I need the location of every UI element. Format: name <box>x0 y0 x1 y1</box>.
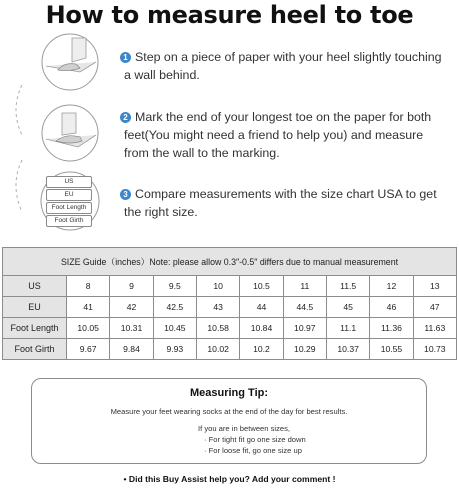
table-cell: 11 <box>283 276 326 297</box>
table-cell: 13 <box>413 276 456 297</box>
tip-sub-line: · For tight fit go one size down <box>204 435 306 444</box>
table-cell: 10.58 <box>196 318 239 339</box>
table-cell: 11.63 <box>413 318 456 339</box>
table-cell: 45 <box>326 297 369 318</box>
table-cell: 11.1 <box>326 318 369 339</box>
step-2-line-1: Mark the end of your longest toe on the paper for both <box>135 110 432 124</box>
feedback-prompt: • Did this Buy Assist help you? Add your comment ! <box>123 474 336 484</box>
table-cell: 10.84 <box>240 318 283 339</box>
table-cell: 10.31 <box>110 318 153 339</box>
table-cell: 9 <box>110 276 153 297</box>
step-number-badge: 3 <box>120 189 131 200</box>
table-row-us <box>3 276 457 297</box>
table-cell: 10.29 <box>283 339 326 360</box>
size-guide-header-row <box>3 248 457 276</box>
table-cell: 10.02 <box>196 339 239 360</box>
table-cell: 41 <box>67 297 110 318</box>
table-cell: 11.5 <box>326 276 369 297</box>
tip-main-text: Measure your feet wearing socks at the end of the day for best results. <box>110 407 348 416</box>
table-row-eu <box>3 297 457 318</box>
row-label: US <box>3 276 67 297</box>
legend-foot-length: Foot Length <box>46 202 92 214</box>
row-label: Foot Girth <box>3 339 67 360</box>
measuring-tip-box <box>31 378 427 464</box>
table-cell: 46 <box>370 297 413 318</box>
table-cell: 10.45 <box>153 318 196 339</box>
table-cell: 10.55 <box>370 339 413 360</box>
table-cell: 10.37 <box>326 339 369 360</box>
tip-sub-line: · For loose fit, go one size up <box>204 446 302 455</box>
size-guide-header: SIZE Guide（inches）Note: please allow 0.3″-0.5″ differs due to manual measurement <box>3 248 457 276</box>
table-cell: 10.5 <box>240 276 283 297</box>
table-cell: 9.84 <box>110 339 153 360</box>
step-2 <box>120 108 456 162</box>
table-cell: 11.36 <box>370 318 413 339</box>
table-row-foot-length <box>3 318 457 339</box>
table-cell: 8 <box>67 276 110 297</box>
step-3 <box>120 185 456 221</box>
step-2-line-2: feet(You might need a friend to help you) and measure <box>124 128 424 142</box>
legend-foot-girth: Foot Girth <box>46 215 92 227</box>
foot-against-wall-icon <box>40 32 100 92</box>
row-label: Foot Length <box>3 318 67 339</box>
table-cell: 9.67 <box>67 339 110 360</box>
step-1-line-1: Step on a piece of paper with your heel slightly touching <box>135 50 442 64</box>
tip-sub-line: If you are in between sizes, <box>198 424 291 433</box>
step-number-badge: 1 <box>120 52 131 63</box>
step-number-badge: 2 <box>120 112 131 123</box>
table-cell: 43 <box>196 297 239 318</box>
table-cell: 9.93 <box>153 339 196 360</box>
table-cell: 47 <box>413 297 456 318</box>
size-guide-table <box>2 247 457 360</box>
legend-us: US <box>46 176 92 188</box>
table-cell: 10.97 <box>283 318 326 339</box>
table-cell: 12 <box>370 276 413 297</box>
table-cell: 10.73 <box>413 339 456 360</box>
page-title: How to measure heel to toe <box>45 1 414 29</box>
table-cell: 10.05 <box>67 318 110 339</box>
table-cell: 42 <box>110 297 153 318</box>
table-cell: 44.5 <box>283 297 326 318</box>
table-cell: 10.2 <box>240 339 283 360</box>
table-row-foot-girth <box>3 339 457 360</box>
table-cell: 44 <box>240 297 283 318</box>
step-1 <box>120 48 456 84</box>
row-label: EU <box>3 297 67 318</box>
marking-toe-icon <box>40 103 100 163</box>
step-3-line-1: Compare measurements with the size chart USA to get <box>135 187 437 201</box>
step-3-line-2: the right size. <box>124 205 198 219</box>
tip-title: Measuring Tip: <box>189 387 269 399</box>
table-cell: 10 <box>196 276 239 297</box>
step-2-line-3: from the wall to the marking. <box>124 146 280 160</box>
step-1-line-2: a wall behind. <box>124 68 200 82</box>
table-cell: 42.5 <box>153 297 196 318</box>
table-cell: 9.5 <box>153 276 196 297</box>
legend-eu: EU <box>46 189 92 201</box>
